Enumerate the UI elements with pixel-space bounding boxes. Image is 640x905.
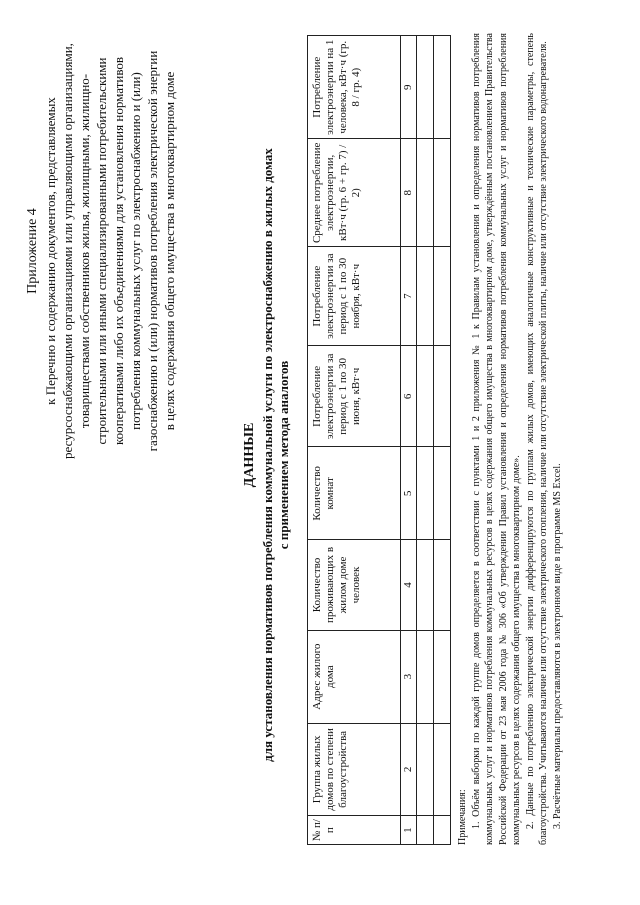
column-header: Среднее потребление электроэнергии, кВт·ч (гр. 6 + гр. 7) / 2) (308, 139, 401, 247)
notes-section (456, 33, 564, 845)
document-title: ДАННЫЕ (242, 422, 257, 488)
table-number-row (401, 36, 417, 845)
table-cell (417, 346, 434, 447)
appendix-line: товариществами собственников жилья, жилищными, жилищно- (77, 73, 92, 429)
appendix-line: в целях содержания общего имущества в многоквартирном доме (162, 71, 177, 431)
column-number: 1 (401, 816, 417, 845)
table-cell (417, 816, 434, 845)
column-header: Количество проживающих в жилом доме человек (308, 540, 401, 631)
table-cell (434, 36, 451, 139)
column-number: 3 (401, 630, 417, 723)
table-cell (417, 36, 434, 139)
appendix-header (24, 41, 178, 461)
column-number: 7 (401, 247, 417, 346)
column-number: 5 (401, 447, 417, 540)
table-row (417, 36, 434, 845)
data-table (307, 35, 451, 845)
note-item: 2. Данные по потреблению электрической энергии дифференцируются по группам жилых домов, имеющих аналогичные конструктивные и технические параметры, степень благоустройства. Учитываются наличие или отсутствие электрического отопления, наличие или отсутствие электрической плиты, наличие или отсутствие электрического водонагревателя. (524, 33, 549, 845)
table-cell (417, 540, 434, 631)
document-subtitle-method: с применением метода аналогов (276, 360, 291, 550)
appendix-title: Приложение 4 (25, 208, 40, 294)
table-cell (434, 540, 451, 631)
table-cell (417, 247, 434, 346)
note-item: 1. Объём выборки по каждой группе домов определяется в соответствии с пунктами 1 и 2 приложения № 1 к Правилам установления и определения нормативов потребления коммунальных услуг и нормативов потребления коммунальных ресурсов в целях содержания общего имущества в многоквартирном доме, утверждённым постановлением Правительства Российской Федерации от 23 мая 2006 года № 306 «Об утверждении Правил установления и определения нормативов потребления коммунальных услуг и нормативов потребления коммунальных ресурсов в целях содержания общего имущества в многоквартирном доме». (470, 33, 522, 845)
column-number: 4 (401, 540, 417, 631)
column-header: Адрес жилого дома (308, 630, 401, 723)
table-cell (434, 816, 451, 845)
appendix-line: газоснабжению и (или) нормативов потребления электрической энергии (145, 50, 160, 452)
note-item: 3. Расчётные материалы предоставляются в электронном виде в программе MS Excel. (551, 463, 563, 829)
table-cell (434, 346, 451, 447)
appendix-line: кооперативами либо их объединениями для установления нормативов (111, 56, 126, 446)
table-cell (434, 723, 451, 816)
column-header: Потребление электроэнергии за период с 1 по 30 июня, кВт·ч (308, 346, 401, 447)
column-header: Потребление электроэнергии на 1 человека, кВт·ч (гр. 8 / гр. 4) (308, 36, 401, 139)
appendix-line: ресурсоснабжающими организациями или управляющими организациями, (60, 43, 75, 459)
document-subtitle: для установления нормативов потребления коммунальной услуги по электроснабжению в жилых домах (260, 148, 275, 762)
rotated-content (20, 25, 620, 885)
table-cell (417, 139, 434, 247)
table-cell (417, 447, 434, 540)
notes-title: Примечания: (457, 789, 468, 845)
column-number: 9 (401, 36, 417, 139)
column-header: Группа жилых домов по степени благоустройства (308, 723, 401, 816)
column-header: Потребление электроэнергии за период с 1 по 30 ноября, кВт·ч (308, 247, 401, 346)
column-header: № п/п (308, 816, 401, 845)
table-cell (434, 447, 451, 540)
column-number: 2 (401, 723, 417, 816)
table-cell (434, 247, 451, 346)
appendix-line: строительными или иными специализированными потребительскими (94, 57, 109, 445)
table-cell (417, 630, 434, 723)
appendix-line: к Перечню и содержанию документов, представляемых (43, 97, 58, 405)
column-header: Количество комнат (308, 447, 401, 540)
table-cell (434, 630, 451, 723)
table-cell (434, 139, 451, 247)
column-number: 8 (401, 139, 417, 247)
column-number: 6 (401, 346, 417, 447)
table-header-row (308, 36, 401, 845)
table-row (434, 36, 451, 845)
table-cell (417, 723, 434, 816)
appendix-line: потребления коммунальных услуг по электроснабжению и (или) (128, 72, 143, 430)
